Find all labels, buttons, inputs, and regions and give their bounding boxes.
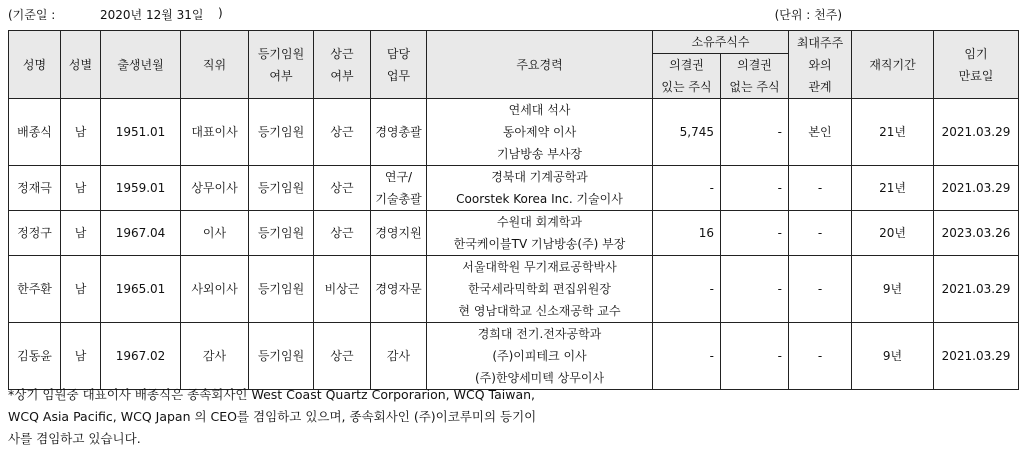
cell-relation: 본인 xyxy=(789,99,852,166)
career-line: 경희대 전기.전자공학과 xyxy=(477,327,602,341)
cell-voting: - xyxy=(653,323,721,390)
cell-gender: 남 xyxy=(61,166,101,211)
col-shares: 소유주식수 xyxy=(653,31,789,54)
cell-career xyxy=(427,99,653,166)
cell-tenure: 21년 xyxy=(852,99,934,166)
cell-term: 2023.03.26 xyxy=(934,211,1019,256)
duty-line: 경영지원 xyxy=(375,226,422,240)
cell-gender: 남 xyxy=(61,211,101,256)
cell-gender: 남 xyxy=(61,99,101,166)
cell-fulltime: 상근 xyxy=(314,99,371,166)
cell-nonvoting: - xyxy=(721,99,789,166)
cell-nonvoting: - xyxy=(721,166,789,211)
col-relation: 최대주주 와의 관계 xyxy=(789,31,852,99)
cell-duty xyxy=(371,323,427,390)
cell-tenure: 9년 xyxy=(852,323,934,390)
cell-tenure: 20년 xyxy=(852,211,934,256)
cell-nonvoting: - xyxy=(721,323,789,390)
col-registered: 등기임원 여부 xyxy=(249,31,314,99)
cell-birth: 1967.02 xyxy=(101,323,181,390)
duty-line: 경영자문 xyxy=(375,282,422,296)
cell-duty xyxy=(371,99,427,166)
career-line: 서울대학원 무기재료공학박사 xyxy=(462,260,617,274)
executives-table xyxy=(8,30,1019,390)
cell-fulltime: 상근 xyxy=(314,323,371,390)
cell-birth: 1967.04 xyxy=(101,211,181,256)
cell-fulltime: 상근 xyxy=(314,166,371,211)
career-line: 현 영남대학교 신소재공학 교수 xyxy=(458,304,621,318)
cell-registered: 등기임원 xyxy=(249,211,314,256)
cell-career xyxy=(427,211,653,256)
cell-name: 정정구 xyxy=(9,211,61,256)
col-nonvoting-shares: 의결권 없는 주식 xyxy=(721,54,789,99)
cell-registered: 등기임원 xyxy=(249,166,314,211)
career-line: Coorstek Korea Inc. 기술이사 xyxy=(456,192,623,206)
career-line: 한국세라믹학회 편집위원장 xyxy=(468,282,611,296)
reference-date-label: (기준일 : xyxy=(8,8,56,22)
cell-registered: 등기임원 xyxy=(249,256,314,323)
career-line: 경북대 기계공학과 xyxy=(491,170,588,184)
cell-term: 2021.03.29 xyxy=(934,323,1019,390)
reference-date-close: ) xyxy=(218,6,223,20)
cell-relation: - xyxy=(789,211,852,256)
cell-voting: - xyxy=(653,166,721,211)
cell-tenure: 9년 xyxy=(852,256,934,323)
cell-gender: 남 xyxy=(61,323,101,390)
cell-duty xyxy=(371,211,427,256)
career-line: 한국케이블TV 기남방송(주) 부장 xyxy=(453,237,626,251)
career-line: 동아제약 이사 xyxy=(502,125,577,139)
cell-voting: 16 xyxy=(653,211,721,256)
career-line: 연세대 석사 xyxy=(508,103,571,117)
footnote xyxy=(8,384,568,450)
cell-position: 감사 xyxy=(181,323,249,390)
unit-label: (단위 : 천주) xyxy=(774,8,842,22)
career-line: (주)한양세미텍 상무이사 xyxy=(474,371,605,385)
cell-fulltime: 상근 xyxy=(314,211,371,256)
col-name: 성명 xyxy=(9,31,61,99)
cell-nonvoting: - xyxy=(721,256,789,323)
table-row xyxy=(9,166,1019,211)
cell-relation: - xyxy=(789,323,852,390)
cell-career xyxy=(427,256,653,323)
table-row xyxy=(9,211,1019,256)
career-line: 수원대 회계학과 xyxy=(497,215,582,229)
col-career: 주요경력 xyxy=(427,31,653,99)
table-row xyxy=(9,323,1019,390)
header-bar xyxy=(0,0,1032,30)
duty-line: 연구/ xyxy=(384,170,413,184)
table-row xyxy=(9,256,1019,323)
cell-position: 사외이사 xyxy=(181,256,249,323)
cell-name: 김동윤 xyxy=(9,323,61,390)
cell-registered: 등기임원 xyxy=(249,99,314,166)
cell-birth: 1965.01 xyxy=(101,256,181,323)
cell-relation: - xyxy=(789,166,852,211)
cell-duty xyxy=(371,256,427,323)
cell-nonvoting: - xyxy=(721,211,789,256)
cell-position: 대표이사 xyxy=(181,99,249,166)
table-row xyxy=(9,99,1019,166)
col-position: 직위 xyxy=(181,31,249,99)
cell-voting: 5,745 xyxy=(653,99,721,166)
col-gender: 성별 xyxy=(61,31,101,99)
table-body xyxy=(9,99,1019,390)
cell-tenure: 21년 xyxy=(852,166,934,211)
cell-duty xyxy=(371,166,427,211)
col-term: 임기 만료일 xyxy=(934,31,1019,99)
cell-position: 상무이사 xyxy=(181,166,249,211)
cell-fulltime: 비상근 xyxy=(314,256,371,323)
reference-date xyxy=(8,6,223,23)
career-line: 기남방송 부사장 xyxy=(497,147,582,161)
cell-position: 이사 xyxy=(181,211,249,256)
cell-relation: - xyxy=(789,256,852,323)
col-voting-shares: 의결권 있는 주식 xyxy=(653,54,721,99)
career-line: (주)이피테크 이사 xyxy=(492,349,587,363)
col-fulltime: 상근 여부 xyxy=(314,31,371,99)
cell-birth: 1959.01 xyxy=(101,166,181,211)
cell-name: 정재극 xyxy=(9,166,61,211)
col-duty: 담당 업무 xyxy=(371,31,427,99)
footnote-line: *상기 임원중 대표이사 배종식은 종속회사인 West Coast Quartz Corporarion, WCQ Taiwan, xyxy=(8,387,535,402)
col-birth: 출생년월 xyxy=(101,31,181,99)
cell-career xyxy=(427,166,653,211)
cell-name: 한주환 xyxy=(9,256,61,323)
cell-term: 2021.03.29 xyxy=(934,166,1019,211)
cell-registered: 등기임원 xyxy=(249,323,314,390)
cell-term: 2021.03.29 xyxy=(934,256,1019,323)
cell-gender: 남 xyxy=(61,256,101,323)
cell-career xyxy=(427,323,653,390)
footnote-line: 사를 겸임하고 있습니다. xyxy=(8,431,141,446)
reference-date-value: 2020년 12월 31일 xyxy=(100,8,204,22)
cell-voting: - xyxy=(653,256,721,323)
cell-name: 배종식 xyxy=(9,99,61,166)
col-tenure: 재직기간 xyxy=(852,31,934,99)
duty-line: 경영총괄 xyxy=(375,125,422,139)
cell-term: 2021.03.29 xyxy=(934,99,1019,166)
duty-line: 기술총괄 xyxy=(375,192,422,206)
footnote-line: WCQ Asia Pacific, WCQ Japan 의 CEO를 겸임하고 있으며, 종속회사인 (주)이코루미의 등기이 xyxy=(8,409,537,424)
duty-line: 감사 xyxy=(386,349,411,363)
cell-birth: 1951.01 xyxy=(101,99,181,166)
